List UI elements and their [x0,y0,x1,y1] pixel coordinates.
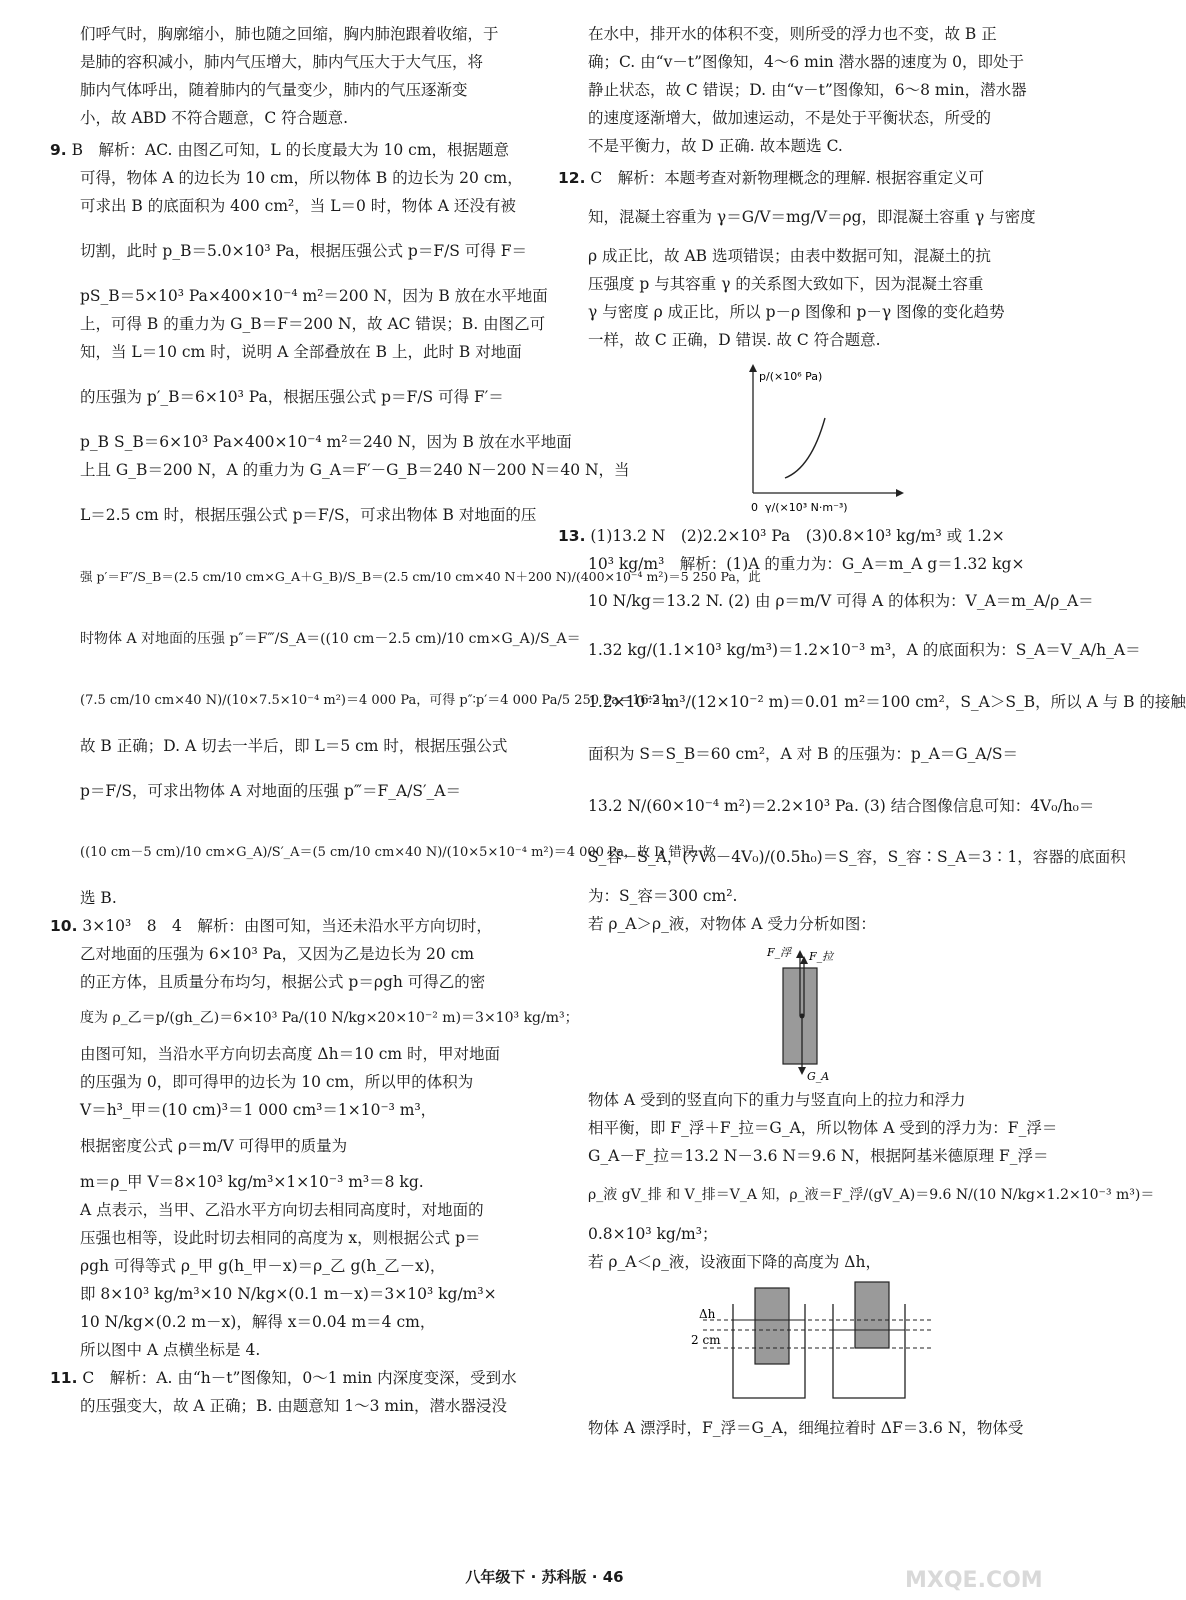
text-line: 们呼气时，胸廓缩小，肺也随之回缩，胸内肺泡跟着收缩，于 [80,25,499,43]
text-line: 可求出 B 的底面积为 400 cm²，当 L＝0 时，物体 A 还没有被 [80,197,516,215]
text-line: 强 p′＝F″/S_B＝(2.5 cm/10 cm×G_A＋G_B)/S_B＝(2.5 cm/10 cm×40 N＋200 N)/(400×10⁻⁴ m²)＝5 250 Pa，此 [80,569,761,584]
text-line: 面积为 S＝S_B＝60 cm²，A 对 B 的压强为：p_A＝G_A/S＝ [588,745,1018,763]
text-line: A 点表示，当甲、乙沿水平方向切去相同高度时，对地面的 [80,1201,484,1219]
x-axis-label: γ/(×10³ N·m⁻³) [765,501,848,514]
text-line: 物体 A 受到的竖直向下的重力与竖直向上的拉力和浮力 [588,1091,966,1109]
question-number: 13. [558,527,586,545]
text-line: 为：S_容＝300 cm². [588,887,738,905]
question-number: 12. [558,169,586,187]
text-line: 的正方体，且质量分布均匀，根据公式 p＝ρgh 可得乙的密 [80,973,486,991]
text-line: 相平衡，即 F_浮＋F_拉＝G_A，所以物体 A 受到的浮力为：F_浮＝ [588,1119,1058,1137]
text-line: 不是平衡力，故 D 正确. 故本题选 C. [588,137,843,155]
object-a-left [755,1288,789,1364]
force-diagram [743,942,863,1082]
text-line: 选 B. [80,889,117,907]
watermark-text: MXQE.COM [905,1568,1043,1593]
text-line: ρ_液 gV_排 和 V_排＝V_A 知，ρ_液＝F_浮/(gV_A)＝9.6 N/(10 N/kg×1.2×10⁻³ m³)＝ [588,1187,1155,1203]
gravity-label: G_A [807,1070,830,1083]
text-line: 知，当 L＝10 cm 时，说明 A 全部叠放在 B 上，此时 B 对地面 [80,343,522,361]
text-line: 肺内气体呼出，随着肺内的气量变少，肺内的气压逐渐变 [80,81,468,99]
text-line: 小，故 ABD 不符合题意，C 符合题意. [80,109,349,127]
y-axis-label: p/(×10⁶ Pa) [759,370,823,383]
text-line: p＝F/S，可求出物体 A 对地面的压强 p‴＝F_A/S′_A＝ [80,782,461,800]
question-number: 9. [50,141,67,159]
text-line: 一样，故 C 正确，D 错误. 故 C 符合题意. [588,331,881,349]
text-line: S_容－S_A，(7V₀－4V₀)/(0.5h₀)＝S_容，S_容∶S_A＝3∶1，容器的底面积 [588,848,1126,866]
text-line: 确；C. 由“v－t”图像知，4～6 min 潜水器的速度为 0，即处于 [588,53,1024,71]
text-line: 是肺的容积减小，肺内气压增大，肺内气压大于大气压，将 [80,53,484,71]
watermark-logo [905,1535,1055,1595]
text-line: 若 ρ_A＜ρ_液，设液面下降的高度为 Δh， [588,1253,881,1271]
y-axis-arrow-icon [749,364,757,372]
text-line: C 解析：本题考查对新物理概念的理解. 根据容重定义可 [590,169,985,187]
text-line: 可得，物体 A 的边长为 10 cm，所以物体 B 的边长为 20 cm， [80,169,523,187]
text-line: 根据密度公式 ρ＝m/V 可得甲的质量为 [80,1137,348,1155]
text-line: V＝h³_甲＝(10 cm)³＝1 000 cm³＝1×10⁻³ m³， [80,1101,437,1119]
text-line: (1)13.2 N (2)2.2×10³ Pa (3)0.8×10³ kg/m³ 或 1.2× [590,527,1005,545]
text-line: 故 B 正确；D. A 切去一半后，即 L＝5 cm 时，根据压强公式 [80,737,508,755]
center-point [800,1014,805,1019]
delta-h-label: Δh [699,1307,716,1321]
text-line: 物体 A 漂浮时，F_浮＝G_A，细绳拉着时 ΔF＝3.6 N，物体受 [588,1419,1024,1437]
pressure-density-graph [693,358,913,518]
answer-12 [558,164,1048,518]
x-axis-arrow-icon [896,489,904,497]
text-line: 切割，此时 p_B＝5.0×10³ Pa，根据压强公式 p＝F/S 可得 F＝ [80,242,528,260]
page-footer: 八年级下 · 苏科版 · 46 [465,1568,624,1586]
text-line: 10 N/kg×(0.2 m－x)，解得 x＝0.04 m＝4 cm， [80,1313,436,1331]
text-line: B 解析：AC. 由图乙可知，L 的长度最大为 10 cm，根据题意 [71,141,510,159]
answer-13 [558,522,1186,1442]
text-line: L＝2.5 cm 时，根据压强公式 p＝F/S，可求出物体 B 对地面的压 [80,506,537,524]
answer-10 [50,912,579,1364]
text-line: 1.2×10⁻³ m³/(12×10⁻² m)＝0.01 m²＝100 cm²，S_A＞S_B，所以 A 与 B 的接触 [588,693,1186,711]
text-line: 的压强变大，故 A 正确；B. 由题意知 1～3 min，潜水器浸没 [80,1397,508,1415]
two-cm-label: 2 cm [691,1333,721,1347]
answer-11-continued [558,20,1048,160]
text-line: γ 与密度 ρ 成正比，所以 p－ρ 图像和 p－γ 图像的变化趋势 [588,303,1005,321]
answer-11 [50,1364,540,1420]
text-line: 的压强为 p′_B＝6×10³ Pa，根据压强公式 p＝F/S 可得 F′＝ [80,388,504,406]
text-line: G_A－F_拉＝13.2 N－3.6 N＝9.6 N，根据阿基米德原理 F_浮＝ [588,1147,1049,1165]
text-line: 所以图中 A 点横坐标是 4. [80,1341,261,1359]
text-line: 1.32 kg/(1.1×10³ kg/m³)＝1.2×10⁻³ m³，A 的底面积为：S_A＝V_A/h_A＝ [588,641,1141,659]
container-diagram [653,1280,953,1410]
text-line: 上且 G_B＝200 N，A 的重力为 G_A＝F′－G_B＝240 N－200 N＝40 N，当 [80,461,630,479]
text-line: 压强度 p 与其容重 γ 的关系图大致如下，因为混凝土容重 [588,275,984,293]
text-line: 10 N/kg＝13.2 N. (2) 由 ρ＝m/V 可得 A 的体积为：V_A＝m_A/ρ_A＝ [588,592,1094,610]
text-line: 知，混凝土容重为 γ＝G/V＝mg/V＝ρg，即混凝土容重 γ 与密度 [588,208,1036,226]
text-line: 由图可知，当沿水平方向切去高度 Δh＝10 cm 时，甲对地面 [80,1045,501,1063]
intro-paragraph [50,20,540,132]
curve-line [785,418,825,478]
text-line: 乙对地面的压强为 6×10³ Pa，又因为乙是边长为 20 cm [80,945,475,963]
text-line: 的压强为 0，即可得甲的边长为 10 cm，所以甲的体积为 [80,1073,474,1091]
text-line: pS_B＝5×10³ Pa×400×10⁻⁴ m²＝200 N，因为 B 放在水平地面 [80,287,548,305]
right-column [558,20,1186,1442]
text-line: m＝ρ_甲 V＝8×10³ kg/m³×1×10⁻³ m³＝8 kg. [80,1173,424,1191]
question-number: 10. [50,917,78,935]
text-line: (7.5 cm/10 cm×40 N)/(10×7.5×10⁻⁴ m²)＝4 000 Pa，可得 p″∶p′＝4 000 Pa/5 250 Pa＝16∶21， [80,693,682,708]
buoyancy-label: F_浮 [767,946,792,959]
text-line: p_B S_B＝6×10³ Pa×400×10⁻⁴ m²＝240 N，因为 B 放在水平地面 [80,433,572,451]
text-line: ((10 cm－5 cm)/10 cm×G_A)/S′_A＝(5 cm/10 cm×40 N)/(10×5×10⁻⁴ m²)＝4 000 Pa，故 D 错误. 故 [80,845,716,860]
gravity-arrow-icon [798,1067,806,1075]
text-line: 在水中，排开水的体积不变，则所受的浮力也不变，故 B 正 [588,25,997,43]
text-line: ρ 成正比，故 AB 选项错误；由表中数据可知，混凝土的抗 [588,247,991,265]
pull-label: F_拉 [809,950,834,963]
text-line: 静止状态，故 C 错误；D. 由“v－t”图像知，6～8 min，潜水器 [588,81,1027,99]
text-line: 若 ρ_A＞ρ_液，对物体 A 受力分析如图： [588,915,876,933]
text-line: 时物体 A 对地面的压强 p″＝F‴/S_A＝((10 cm－2.5 cm)/10 cm×G_A)/S_A＝ [80,631,581,647]
text-line: 压强也相等，设此时切去相同的高度为 x，则根据公式 p＝ [80,1229,481,1247]
origin-label: 0 [751,501,758,514]
text-line: ρgh 可得等式 ρ_甲 g(h_甲－x)＝ρ_乙 g(h_乙－x)， [80,1257,446,1275]
text-line: C 解析：A. 由“h－t”图像知，0～1 min 内深度变深，受到水 [82,1369,517,1387]
text-line: 度为 ρ_乙＝p/(gh_乙)＝6×10³ Pa/(10 N/kg×20×10⁻² m)＝3×10³ kg/m³； [80,1010,579,1026]
question-number: 11. [50,1369,78,1387]
text-line: 的速度逐渐增大，做加速运动，不是处于平衡状态，所受的 [588,109,992,127]
buoyancy-arrow-icon [796,950,804,958]
object-a-right [855,1282,889,1348]
text-line: 上，可得 B 的重力为 G_B＝F＝200 N，故 AC 错误；B. 由图乙可 [80,315,546,333]
text-line: 13.2 N/(60×10⁻⁴ m²)＝2.2×10³ Pa. (3) 结合图像信息可知：4V₀/h₀＝ [588,797,1095,815]
text-line: 3×10³ 8 4 解析：由图可知，当还未沿水平方向切时， [82,917,492,935]
text-line: 10³ kg/m³ 解析：(1)A 的重力为：G_A＝m_A g＝1.32 kg× [588,555,1025,573]
text-line: 0.8×10³ kg/m³； [588,1225,718,1243]
text-line: 即 8×10³ kg/m³×10 N/kg×(0.1 m－x)＝3×10³ kg/m³× [80,1285,497,1303]
